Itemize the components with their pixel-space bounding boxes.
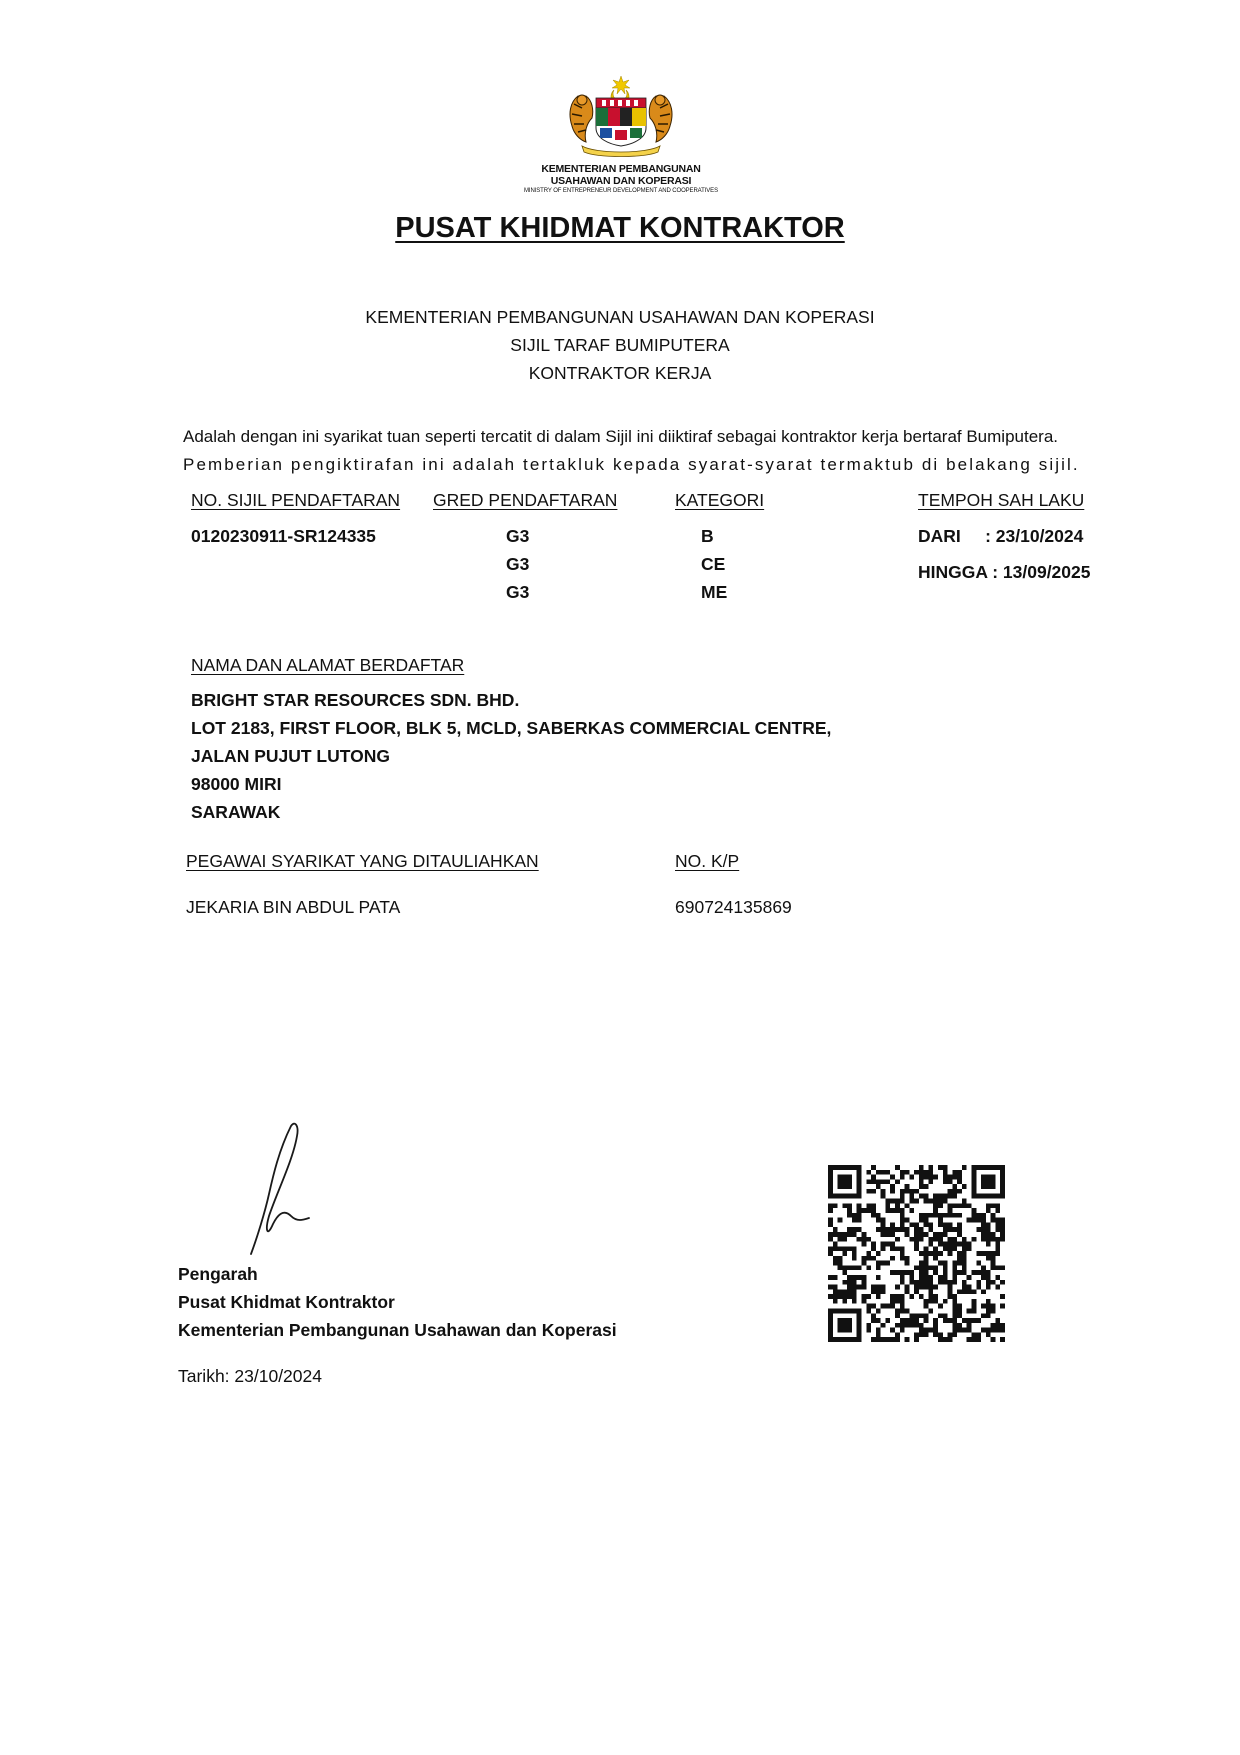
header-validity: TEMPOH SAH LAKU: [918, 490, 1085, 510]
header-company-address: NAMA DAN ALAMAT BERDAFTAR: [191, 655, 465, 675]
header-officer-ic: NO. K/P: [675, 851, 740, 871]
officer-ic: 690724135869: [675, 897, 792, 917]
valid-from: DARI : 23/10/2024: [918, 526, 1084, 546]
subtitle-certificate-type: SIJIL TARAF BUMIPUTERA: [510, 335, 730, 355]
cert-no-value: 0120230911-SR124335: [191, 526, 376, 546]
signature-icon: [243, 1120, 335, 1258]
document-title: PUSAT KHIDMAT KONTRAKTOR: [395, 212, 845, 244]
header-cert-no: NO. SIJIL PENDAFTARAN: [191, 490, 401, 510]
statement-line1: Adalah dengan ini syarikat tuan seperti tercatit di dalam Sijil ini diiktiraf sebagai kontraktor kerja bertaraf Bumiputera.: [183, 427, 1059, 446]
valid-to: HINGGA : 13/09/2025: [918, 562, 1091, 582]
company-address-postcode: 98000 MIRI: [191, 774, 282, 794]
category-value: B: [701, 526, 714, 546]
officer-name: JEKARIA BIN ABDUL PATA: [186, 897, 401, 917]
header-officer-name: PEGAWAI SYARIKAT YANG DITAULIAHKAN: [186, 851, 539, 871]
signatory-unit: Pusat Khidmat Kontraktor: [178, 1292, 395, 1312]
grade-value: G3: [506, 582, 530, 602]
subtitle-ministry: KEMENTERIAN PEMBANGUNAN USAHAWAN DAN KOPERASI: [365, 307, 875, 327]
header-category: KATEGORI: [675, 490, 765, 510]
issue-date: Tarikh: 23/10/2024: [178, 1366, 322, 1386]
grade-value: G3: [506, 526, 530, 546]
category-value: CE: [701, 554, 726, 574]
ministry-name-english: MINISTRY OF ENTREPRENEUR DEVELOPMENT AND COOPERATIVES: [524, 188, 718, 194]
signatory-ministry: Kementerian Pembangunan Usahawan dan Koperasi: [178, 1320, 617, 1340]
header-grade: GRED PENDAFTARAN: [433, 490, 618, 510]
company-address-line2: JALAN PUJUT LUTONG: [191, 746, 390, 766]
company-address-state: SARAWAK: [191, 802, 281, 822]
company-address-line1: LOT 2183, FIRST FLOOR, BLK 5, MCLD, SABERKAS COMMERCIAL CENTRE,: [191, 718, 832, 738]
statement-line2: Pemberian pengiktirafan ini adalah tertakluk kepada syarat-syarat termaktub di belakang sijil.: [183, 455, 1080, 474]
subtitle-contractor-type: KONTRAKTOR KERJA: [528, 363, 712, 383]
signatory-role: Pengarah: [178, 1264, 258, 1284]
coat-of-arms-icon: [562, 74, 680, 158]
category-value: ME: [701, 582, 728, 602]
ministry-name-line2: USAHAWAN DAN KOPERASI: [550, 175, 692, 187]
qr-code-icon: [828, 1165, 1005, 1342]
ministry-name-line1: KEMENTERIAN PEMBANGUNAN: [541, 163, 701, 175]
grade-value: G3: [506, 554, 530, 574]
company-name: BRIGHT STAR RESOURCES SDN. BHD.: [191, 690, 520, 710]
